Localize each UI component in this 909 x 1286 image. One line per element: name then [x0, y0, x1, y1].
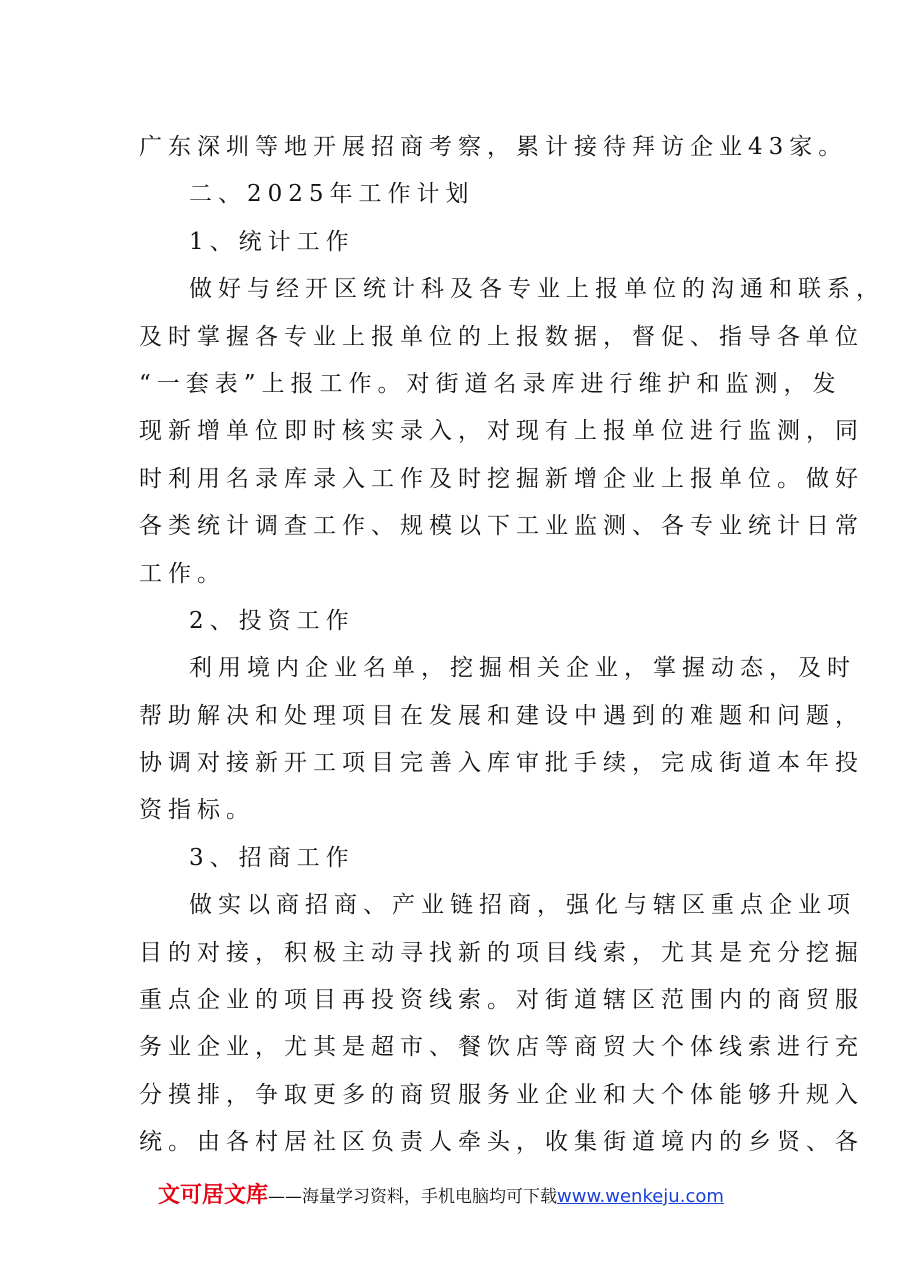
paragraph-line: 分摸排，争取更多的商贸服务业企业和大个体能够升规入 — [139, 1081, 864, 1108]
paragraph-line: 资指标。 — [139, 797, 255, 824]
paragraph-line: 做好与经开区统计科及各专业上报单位的沟通和联系， — [189, 276, 885, 303]
paragraph-line: 重点企业的项目再投资线索。对街道辖区范围内的商贸服 — [139, 987, 864, 1014]
footer-link[interactable]: www.wenkeju.com — [557, 1186, 724, 1207]
paragraph-line: 目的对接，积极主动寻找新的项目线索，尤其是充分挖掘 — [139, 939, 864, 966]
paragraph-line: 统。由各村居社区负责人牵头，收集街道境内的乡贤、各 — [139, 1129, 864, 1156]
paragraph-line: 时利用名录库录入工作及时挖掘新增企业上报单位。做好 — [139, 465, 864, 492]
subsection-heading-investment: 2、投资工作 — [189, 607, 355, 634]
section-heading: 二、2025年工作计划 — [189, 181, 475, 208]
footer-tagline: ——海量学习资料，手机电脑均可下载 — [268, 1187, 558, 1207]
paragraph-line: 务业企业，尤其是超市、餐饮店等商贸大个体线索进行充 — [139, 1034, 864, 1061]
paragraph-line: 各类统计调查工作、规模以下工业监测、各专业统计日常 — [139, 513, 864, 540]
footer-brand: 文可居文库 — [158, 1183, 269, 1208]
document-body — [139, 124, 885, 1167]
paragraph-line: 工作。 — [139, 560, 226, 587]
subsection-heading-statistics: 1、统计工作 — [189, 228, 355, 255]
paragraph-line: “一套表”上报工作。对街道名录库进行维护和监测，发 — [139, 370, 842, 397]
paragraph-line: 帮助解决和处理项目在发展和建设中遇到的难题和问题， — [139, 702, 864, 729]
paragraph-line: 现新增单位即时核实录入，对现有上报单位进行监测，同 — [139, 418, 864, 445]
paragraph-line: 及时掌握各专业上报单位的上报数据，督促、指导各单位 — [139, 323, 864, 350]
paragraph-line: 协调对接新开工项目完善入库审批手续，完成街道本年投 — [139, 750, 864, 777]
footer-watermark — [158, 1180, 778, 1212]
paragraph-line: 做实以商招商、产业链招商，强化与辖区重点企业项 — [189, 892, 856, 919]
paragraph-line: 利用境内企业名单，挖掘相关企业，掌握动态，及时 — [189, 655, 856, 682]
subsection-heading-investment-promotion: 3、招商工作 — [189, 844, 355, 871]
body-line: 广东深圳等地开展招商考察，累计接待拜访企业43家。 — [139, 134, 848, 160]
